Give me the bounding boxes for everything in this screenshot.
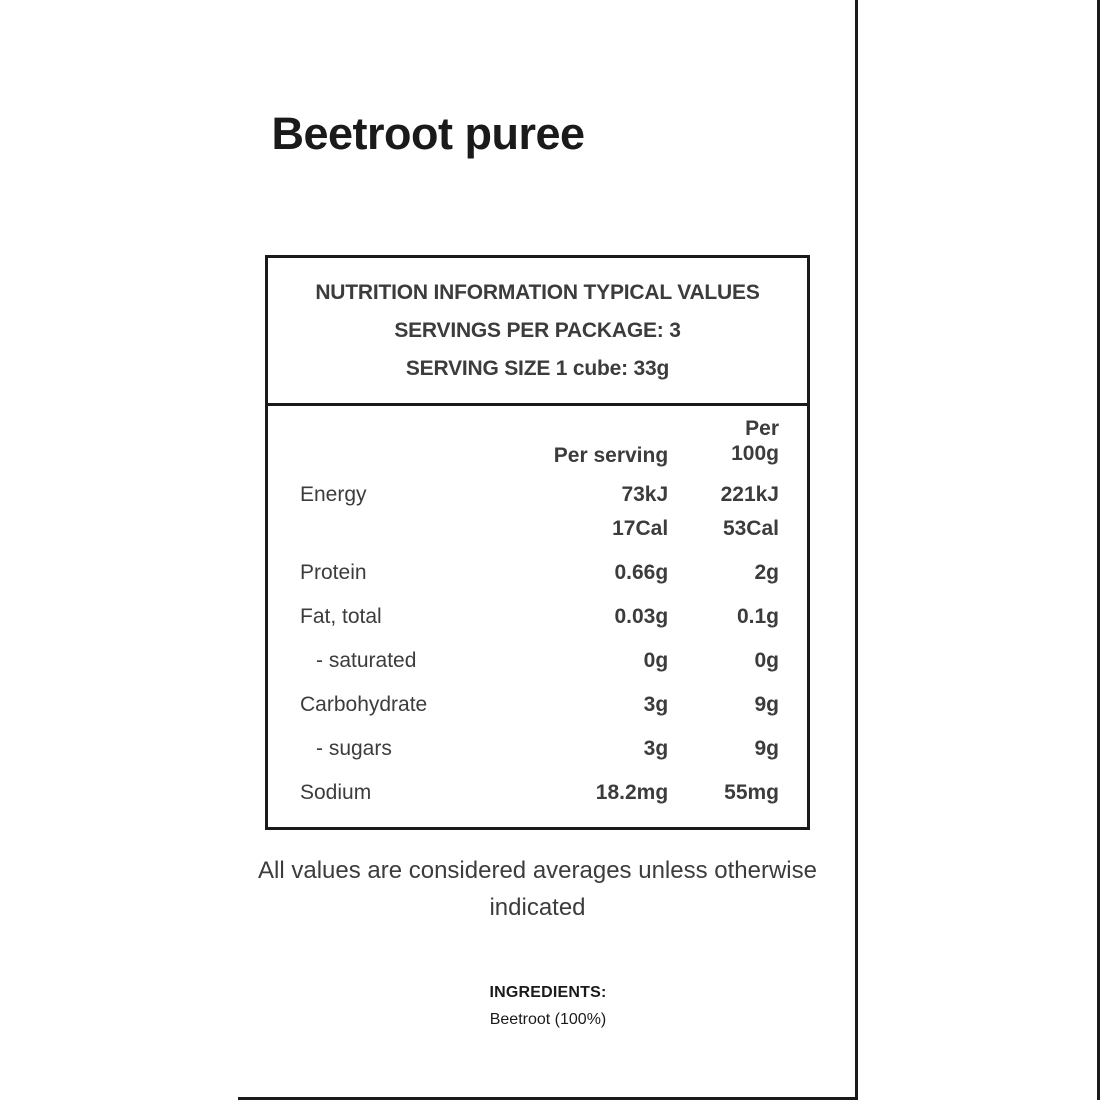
row-value-energy-cal-per-100g: 53Cal (722, 516, 779, 540)
row-value-sodium-per-100g: 55mg (724, 780, 779, 804)
row-value-energy-cal-per-serving: 17Cal (612, 516, 669, 540)
nutrition-panel-body (268, 406, 807, 827)
column-header-per-100g-line1: Per (745, 416, 779, 440)
table-row (268, 473, 807, 517)
row-label-saturated: - saturated (316, 648, 417, 672)
ingredients-heading: INGREDIENTS: (489, 984, 607, 1001)
row-label-carbohydrate: Carbohydrate (300, 692, 428, 716)
row-value-fat-total-per-100g: 0.1g (736, 604, 779, 628)
row-value-sugars-per-100g: 9g (754, 736, 779, 760)
nutrition-information-panel (265, 255, 810, 830)
row-value-carbohydrate-per-serving: 3g (643, 692, 669, 716)
nutrition-panel-header (268, 258, 807, 406)
column-header-nutrient (268, 416, 524, 473)
row-value-energy-per-serving: 73kJ (621, 482, 669, 506)
servings-per-package: SERVINGS PER PACKAGE: 3 (394, 319, 681, 343)
ingredients-text: Beetroot (100%) (489, 1011, 607, 1028)
row-label-fat-total: Fat, total (300, 604, 382, 628)
table-row (268, 639, 807, 683)
table-row (268, 517, 807, 551)
row-value-sodium-per-serving: 18.2mg (595, 780, 669, 804)
nutrition-table (268, 416, 807, 815)
row-value-saturated-per-100g: 0g (754, 648, 779, 672)
table-row (268, 551, 807, 595)
row-value-saturated-per-serving: 0g (643, 648, 669, 672)
averages-disclaimer: All values are considered averages unless otherwise indicated (258, 857, 817, 922)
table-header-row (268, 416, 807, 473)
row-value-energy-per-100g: 221kJ (720, 482, 779, 506)
row-label-sugars: - sugars (316, 736, 392, 760)
column-header-per-serving: Per serving (553, 444, 669, 468)
row-label-energy: Energy (300, 482, 367, 506)
row-label-protein: Protein (300, 560, 367, 584)
row-label-energy-cal (268, 517, 524, 551)
table-row (268, 595, 807, 639)
column-header-per-100g (682, 416, 807, 473)
row-value-protein-per-100g: 2g (754, 560, 779, 584)
row-value-protein-per-serving: 0.66g (614, 560, 669, 584)
page-title: Beetroot puree (271, 108, 585, 159)
table-row (268, 683, 807, 727)
row-value-carbohydrate-per-100g: 9g (754, 692, 779, 716)
table-row (268, 727, 807, 771)
table-row (268, 771, 807, 815)
row-label-sodium: Sodium (300, 780, 372, 804)
ingredients-block (238, 984, 858, 1029)
row-value-sugars-per-serving: 3g (643, 736, 669, 760)
serving-size: SERVING SIZE 1 cube: 33g (405, 357, 670, 381)
column-header-per-100g-line2: 100g (731, 442, 779, 466)
row-value-fat-total-per-serving: 0.03g (614, 604, 669, 628)
nutrition-header-line-1: NUTRITION INFORMATION TYPICAL VALUES (315, 281, 760, 304)
